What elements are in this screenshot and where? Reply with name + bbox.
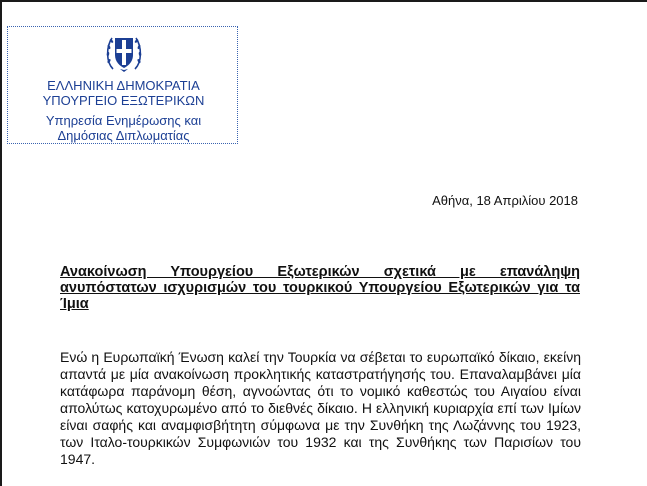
org-line-1: ΕΛΛΗΝΙΚΗ ΔΗΜΟΚΡΑΤΙΑ [47,78,200,93]
page-top-border [0,0,647,2]
org-line-2: ΥΠΟΥΡΓΕΙΟ ΕΞΩΤΕΡΙΚΩΝ [42,93,205,108]
page-left-border [0,0,2,486]
greek-coat-of-arms-icon [103,29,145,75]
announcement-body: Ενώ η Ευρωπαϊκή Ένωση καλεί την Τουρκία να σέβεται το ευρωπαϊκό δίκαιο, εκείνη απαντά με μία ανακοίνωση προκλητικής καταστρατήγησής του. Επαναλαμβάνει μία κατάφωρα παράνομη θέση, αγνοώντας ότι το νομικό καθεστώς του Αιγαίου είναι απολύτως κατοχυρωμένο από το διεθνές δίκαιο. Η ελληνική κυριαρχία επί των Ιμίων είναι σαφής και αναμφισβήτητη σύμφωνα με την Συνθήκη της Λωζάννης του 1923, των Ιταλο-τουρκικών Συμφωνιών του 1932 και της Συνθήκης των Παρισίων του 1947. [60,349,581,467]
org-line-4: Δημόσιας Διπλωματίας [57,128,190,143]
announcement-title: Ανακοίνωση Υπουργείου Εξωτερικών σχετικά με επανάληψη ανυπόστατων ισχυρισμών του τουρκικού Υπουργείου Εξωτερικών για τα Ίμια [60,264,580,312]
document-date: Αθήνα, 18 Απριλίου 2018 [432,193,578,208]
org-line-3: Υπηρεσία Ενημέρωσης και [45,113,202,128]
letterhead [7,26,238,144]
